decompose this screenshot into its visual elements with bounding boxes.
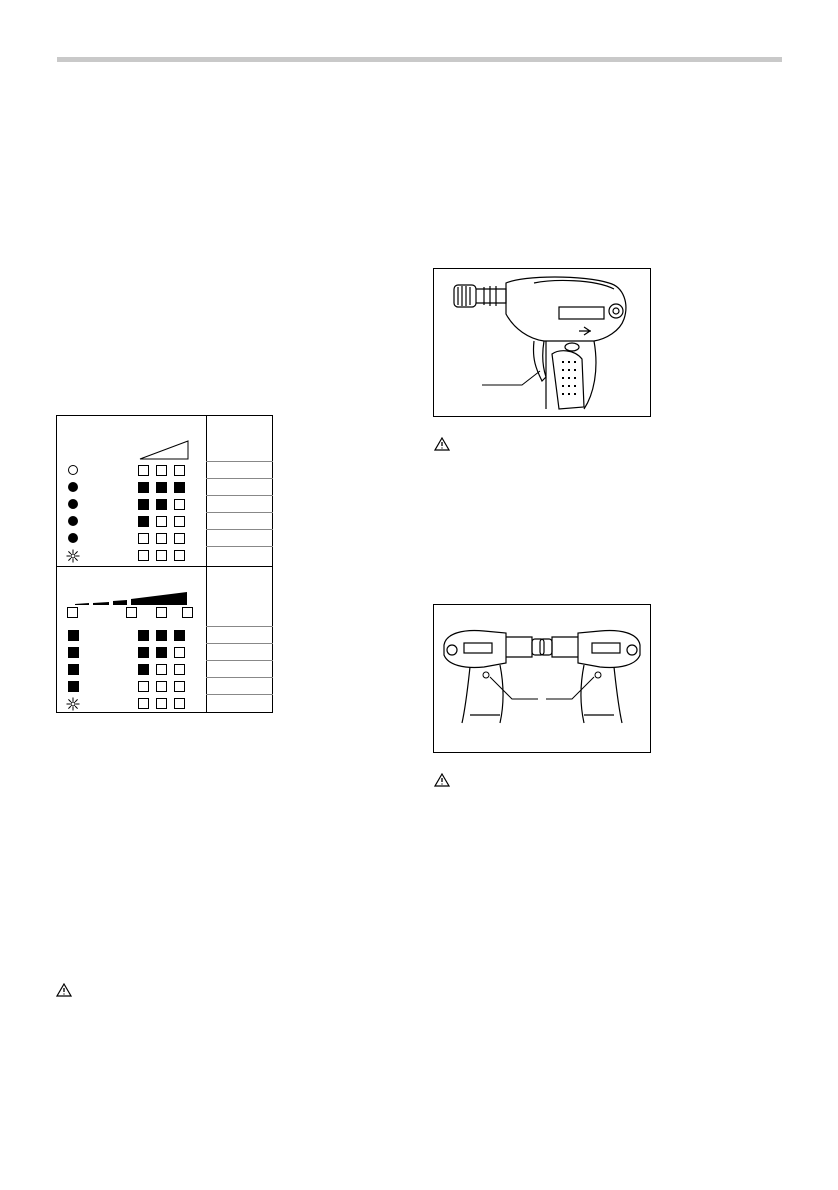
indicator-lamp xyxy=(68,681,79,692)
row-line xyxy=(206,643,273,644)
figure-tool-side-view xyxy=(433,268,651,417)
indicator-cell xyxy=(174,550,185,561)
row-line xyxy=(206,478,273,479)
indicator-cell xyxy=(156,630,167,641)
indicator-cell xyxy=(174,533,185,544)
indicator-cell xyxy=(156,465,167,476)
row-line xyxy=(206,546,273,547)
speed-ramp-icon xyxy=(139,440,189,460)
indicator-cell xyxy=(156,499,167,510)
indicator-lamp xyxy=(68,664,79,675)
header-square xyxy=(156,607,167,618)
indicator-cell xyxy=(156,482,167,493)
indicator-cell xyxy=(174,482,185,493)
indicator-cell xyxy=(138,499,149,510)
indicator-cell xyxy=(156,516,167,527)
indicator-cell xyxy=(138,516,149,527)
indicator-cell xyxy=(174,630,185,641)
indicator-lamp xyxy=(68,630,79,641)
indicator-cell xyxy=(174,698,185,709)
indicator-cell xyxy=(138,550,149,561)
warning-icon xyxy=(434,437,450,451)
indicator-lamp xyxy=(68,482,78,492)
indicator-cell xyxy=(174,465,185,476)
blinking-lamp-icon xyxy=(66,697,80,711)
indicator-cell xyxy=(156,647,167,658)
figure-tool-pair-view xyxy=(433,604,651,753)
row-line xyxy=(206,529,273,530)
blinking-lamp-icon xyxy=(66,549,80,563)
header-rule xyxy=(57,57,782,62)
indicator-cell xyxy=(138,698,149,709)
indicator-cell xyxy=(138,664,149,675)
indicator-lamp xyxy=(68,499,78,509)
impact-driver-side-icon xyxy=(434,269,650,416)
row-line xyxy=(206,660,273,661)
power-level-bars-icon xyxy=(71,591,191,607)
indicator-cell xyxy=(156,664,167,675)
warning-icon xyxy=(56,983,72,997)
indicator-cell xyxy=(174,499,185,510)
row-line xyxy=(206,677,273,678)
header-square xyxy=(182,607,193,618)
indicator-lamp xyxy=(68,516,78,526)
indicator-cell xyxy=(138,533,149,544)
row-line xyxy=(206,512,273,513)
section-divider xyxy=(57,566,272,567)
indicator-cell xyxy=(138,647,149,658)
indicator-cell xyxy=(174,664,185,675)
indicator-lamp xyxy=(68,533,78,543)
row-line xyxy=(206,495,273,496)
indicator-cell xyxy=(156,698,167,709)
indicator-cell xyxy=(156,550,167,561)
indicator-cell xyxy=(156,681,167,692)
indicator-cell xyxy=(138,465,149,476)
indicator-cell xyxy=(174,647,185,658)
indicator-cell xyxy=(156,533,167,544)
row-line xyxy=(206,694,273,695)
warning-icon xyxy=(434,773,450,787)
indicator-cell xyxy=(138,681,149,692)
indicator-cell xyxy=(174,681,185,692)
indicator-lamp xyxy=(68,465,78,475)
indicator-cell xyxy=(174,516,185,527)
indicator-cell xyxy=(138,630,149,641)
impact-driver-pair-icon xyxy=(434,605,650,752)
header-square xyxy=(67,607,78,618)
indicator-table xyxy=(56,415,273,713)
row-line xyxy=(206,461,273,462)
indicator-cell xyxy=(138,482,149,493)
header-square xyxy=(126,607,137,618)
indicator-lamp xyxy=(68,647,79,658)
row-line xyxy=(206,626,273,627)
